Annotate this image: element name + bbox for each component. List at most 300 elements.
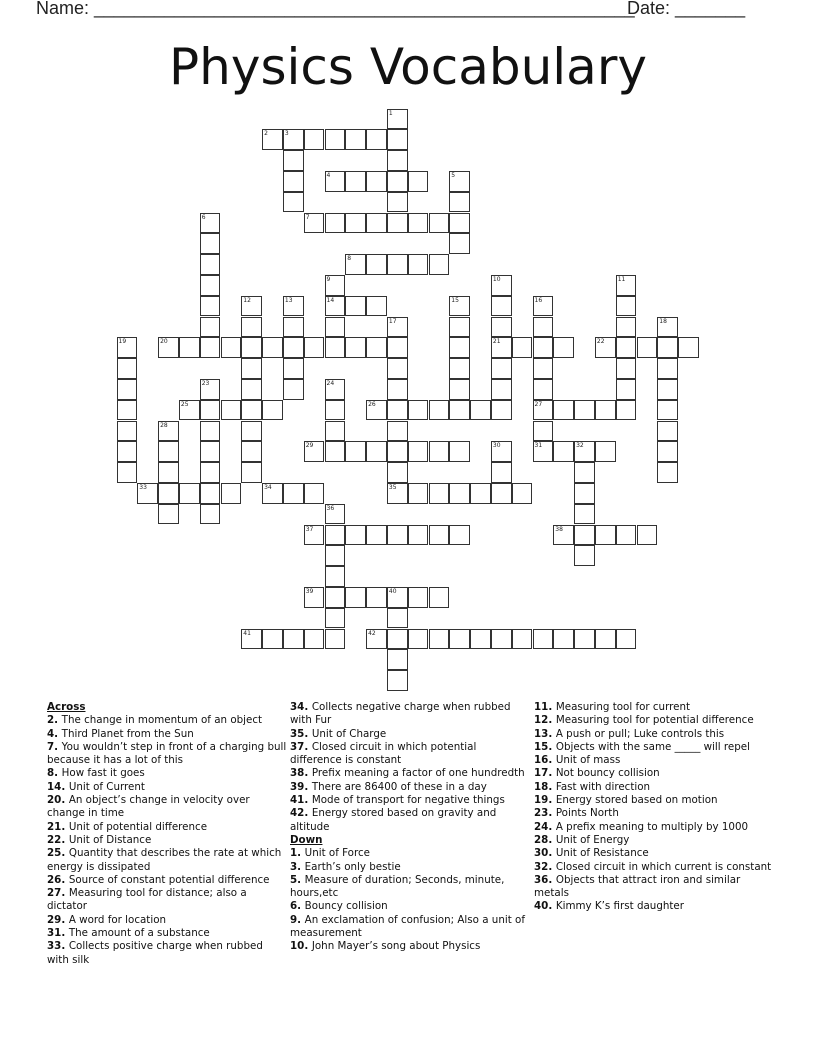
grid-cell[interactable]: [366, 254, 387, 275]
cell-number: 34: [264, 483, 272, 491]
grid-cell[interactable]: [325, 400, 346, 421]
grid-cell[interactable]: [262, 629, 283, 650]
grid-cell[interactable]: [533, 296, 554, 317]
clue-number-dot: .: [61, 794, 69, 807]
grid-cell[interactable]: [387, 379, 408, 400]
grid-cell[interactable]: [241, 441, 262, 462]
grid-cell[interactable]: [429, 254, 450, 275]
grid-cell[interactable]: [325, 296, 346, 317]
grid-cell[interactable]: [241, 629, 262, 650]
grid-cell[interactable]: [678, 337, 699, 358]
clue-item: [534, 701, 774, 714]
grid-cell[interactable]: [283, 192, 304, 213]
grid-cell[interactable]: [387, 213, 408, 234]
grid-cell[interactable]: [449, 337, 470, 358]
grid-cell[interactable]: [491, 379, 512, 400]
clue-text: Fast with direction: [555, 780, 651, 793]
clue-text: Unit of Energy: [555, 833, 630, 846]
grid-cell[interactable]: [657, 358, 678, 379]
grid-cell[interactable]: [387, 587, 408, 608]
grid-cell[interactable]: [533, 629, 554, 650]
grid-cell[interactable]: [200, 462, 221, 483]
grid-cell[interactable]: [449, 171, 470, 192]
grid-cell[interactable]: [200, 213, 221, 234]
grid-cell[interactable]: [491, 337, 512, 358]
clue-item: [290, 781, 530, 794]
grid-cell[interactable]: [387, 421, 408, 442]
grid-cell[interactable]: [325, 608, 346, 629]
grid-cell[interactable]: [553, 629, 574, 650]
grid-cell[interactable]: [262, 400, 283, 421]
grid-cell[interactable]: [553, 337, 574, 358]
grid-cell[interactable]: [366, 400, 387, 421]
grid-cell[interactable]: [491, 275, 512, 296]
grid-cell[interactable]: [304, 337, 325, 358]
date-line[interactable]: _______: [675, 0, 746, 18]
grid-cell[interactable]: [387, 441, 408, 462]
grid-cell[interactable]: [574, 462, 595, 483]
grid-cell[interactable]: [449, 441, 470, 462]
clue-item: [290, 794, 530, 807]
grid-cell[interactable]: [491, 441, 512, 462]
clue-text: Unit of Force: [304, 847, 370, 860]
clue-number: 12: [534, 714, 549, 727]
grid-cell[interactable]: [179, 483, 200, 504]
grid-cell[interactable]: [283, 317, 304, 338]
grid-cell[interactable]: [241, 358, 262, 379]
grid-cell[interactable]: [449, 317, 470, 338]
grid-cell[interactable]: [241, 296, 262, 317]
clue-number-dot: .: [304, 940, 312, 953]
clue-number-dot: .: [61, 780, 69, 793]
grid-cell[interactable]: [283, 358, 304, 379]
grid-cell[interactable]: [117, 337, 138, 358]
grid-cell[interactable]: [366, 587, 387, 608]
grid-cell[interactable]: [533, 441, 554, 462]
grid-cell[interactable]: [325, 379, 346, 400]
grid-cell[interactable]: [449, 400, 470, 421]
grid-cell[interactable]: [345, 213, 366, 234]
clue-number: 18: [534, 780, 549, 793]
grid-cell[interactable]: [408, 213, 429, 234]
grid-cell[interactable]: [533, 337, 554, 358]
grid-cell[interactable]: [200, 400, 221, 421]
grid-cell[interactable]: [387, 608, 408, 629]
cell-number: 15: [451, 296, 459, 304]
grid-cell[interactable]: [387, 525, 408, 546]
grid-cell[interactable]: [449, 483, 470, 504]
clue-number: 37: [290, 740, 305, 753]
grid-cell[interactable]: [616, 275, 637, 296]
grid-cell[interactable]: [470, 629, 491, 650]
grid-cell[interactable]: [553, 441, 574, 462]
grid-cell[interactable]: [387, 317, 408, 338]
grid-cell[interactable]: [616, 317, 637, 338]
clue-number: 15: [534, 740, 549, 753]
grid-cell[interactable]: [387, 483, 408, 504]
grid-cell[interactable]: [387, 129, 408, 150]
grid-cell[interactable]: [429, 629, 450, 650]
grid-cell[interactable]: [449, 629, 470, 650]
grid-cell[interactable]: [158, 421, 179, 442]
grid-cell[interactable]: [304, 629, 325, 650]
clue-number-dot: .: [61, 887, 69, 900]
grid-cell[interactable]: [325, 337, 346, 358]
grid-cell[interactable]: [283, 150, 304, 171]
grid-cell[interactable]: [574, 629, 595, 650]
grid-cell[interactable]: [387, 150, 408, 171]
grid-cell[interactable]: [491, 317, 512, 338]
grid-cell[interactable]: [657, 441, 678, 462]
clue-number-dot: .: [548, 714, 556, 727]
grid-cell[interactable]: [491, 296, 512, 317]
grid-cell[interactable]: [429, 483, 450, 504]
grid-cell[interactable]: [262, 483, 283, 504]
grid-cell[interactable]: [533, 317, 554, 338]
clue-number-dot: .: [548, 833, 556, 846]
clue-item: [290, 807, 530, 834]
grid-cell[interactable]: [366, 171, 387, 192]
clue-number-dot: .: [548, 701, 556, 713]
grid-cell[interactable]: [200, 421, 221, 442]
grid-cell[interactable]: [491, 629, 512, 650]
grid-cell[interactable]: [533, 379, 554, 400]
grid-cell[interactable]: [158, 441, 179, 462]
clue-number-dot: .: [297, 860, 305, 873]
grid-cell[interactable]: [429, 525, 450, 546]
grid-cell[interactable]: [221, 400, 242, 421]
grid-cell[interactable]: [283, 296, 304, 317]
grid-cell[interactable]: [200, 317, 221, 338]
grid-cell[interactable]: [553, 400, 574, 421]
grid-cell[interactable]: [325, 504, 346, 525]
grid-cell[interactable]: [512, 483, 533, 504]
grid-cell[interactable]: [262, 129, 283, 150]
grid-cell[interactable]: [408, 441, 429, 462]
grid-cell[interactable]: [179, 400, 200, 421]
grid-cell[interactable]: [283, 337, 304, 358]
grid-cell[interactable]: [491, 462, 512, 483]
clue-number: 32: [534, 860, 549, 873]
grid-cell[interactable]: [325, 421, 346, 442]
clue-item: [290, 728, 530, 741]
grid-cell[interactable]: [200, 483, 221, 504]
clue-item: [534, 900, 774, 913]
grid-cell[interactable]: [533, 421, 554, 442]
clue-number-dot: .: [548, 860, 556, 873]
grid-cell[interactable]: [366, 337, 387, 358]
grid-cell[interactable]: [449, 233, 470, 254]
grid-cell[interactable]: [595, 525, 616, 546]
grid-cell[interactable]: [325, 587, 346, 608]
grid-cell[interactable]: [221, 483, 242, 504]
grid-cell[interactable]: [657, 462, 678, 483]
cell-number: 2: [264, 130, 268, 138]
clue-number: 31: [47, 927, 62, 940]
grid-cell[interactable]: [387, 462, 408, 483]
grid-cell[interactable]: [574, 441, 595, 462]
grid-cell[interactable]: [117, 421, 138, 442]
grid-cell[interactable]: [616, 525, 637, 546]
grid-cell[interactable]: [408, 587, 429, 608]
grid-cell[interactable]: [574, 504, 595, 525]
grid-cell[interactable]: [387, 400, 408, 421]
grid-cell[interactable]: [387, 670, 408, 691]
cell-number: 38: [555, 525, 563, 533]
grid-cell[interactable]: [387, 649, 408, 670]
grid-cell[interactable]: [574, 400, 595, 421]
grid-cell[interactable]: [325, 525, 346, 546]
cell-number: 41: [243, 629, 251, 637]
grid-cell[interactable]: [200, 233, 221, 254]
grid-cell[interactable]: [158, 462, 179, 483]
grid-cell[interactable]: [574, 545, 595, 566]
grid-cell[interactable]: [657, 317, 678, 338]
clue-column-3: [534, 701, 774, 914]
grid-cell[interactable]: [283, 129, 304, 150]
clue-number: 34: [290, 701, 305, 713]
clue-number-dot: .: [61, 820, 69, 833]
grid-cell[interactable]: [616, 358, 637, 379]
grid-cell[interactable]: [304, 213, 325, 234]
grid-cell[interactable]: [449, 192, 470, 213]
cell-number: 20: [160, 338, 168, 346]
grid-cell[interactable]: [304, 129, 325, 150]
grid-cell[interactable]: [470, 483, 491, 504]
grid-cell[interactable]: [449, 525, 470, 546]
grid-cell[interactable]: [429, 441, 450, 462]
grid-cell[interactable]: [179, 337, 200, 358]
grid-cell[interactable]: [200, 504, 221, 525]
grid-cell[interactable]: [366, 213, 387, 234]
clue-text: Quantity that describes the rate at which energy is dissipated: [47, 847, 282, 873]
grid-cell[interactable]: [470, 400, 491, 421]
grid-cell[interactable]: [241, 379, 262, 400]
clue-number-dot: .: [304, 727, 312, 740]
cell-number: 39: [305, 587, 314, 595]
grid-cell[interactable]: [616, 400, 637, 421]
grid-cell[interactable]: [637, 337, 658, 358]
clue-item: [290, 874, 530, 901]
grid-cell[interactable]: [574, 525, 595, 546]
grid-cell[interactable]: [429, 213, 450, 234]
grid-cell[interactable]: [366, 629, 387, 650]
grid-cell[interactable]: [637, 525, 658, 546]
grid-cell[interactable]: [283, 629, 304, 650]
grid-cell[interactable]: [408, 254, 429, 275]
grid-cell[interactable]: [387, 337, 408, 358]
grid-cell[interactable]: [616, 337, 637, 358]
clue-number: 39: [290, 780, 305, 793]
grid-cell[interactable]: [595, 400, 616, 421]
clue-number-dot: .: [54, 767, 62, 780]
grid-cell[interactable]: [512, 337, 533, 358]
grid-cell[interactable]: [325, 545, 346, 566]
grid-cell[interactable]: [325, 213, 346, 234]
grid-cell[interactable]: [595, 629, 616, 650]
cell-number: 10: [492, 275, 501, 283]
name-line[interactable]: ______________________________________________________: [94, 0, 635, 18]
clue-item: [290, 701, 530, 728]
grid-cell[interactable]: [158, 337, 179, 358]
grid-cell[interactable]: [408, 525, 429, 546]
grid-cell[interactable]: [616, 296, 637, 317]
grid-cell[interactable]: [304, 483, 325, 504]
grid-cell[interactable]: [325, 171, 346, 192]
grid-cell[interactable]: [449, 213, 470, 234]
clue-number-dot: .: [54, 740, 62, 753]
grid-cell[interactable]: [158, 483, 179, 504]
clue-item: [534, 741, 774, 754]
clue-number-dot: .: [548, 740, 556, 753]
grid-cell[interactable]: [387, 254, 408, 275]
clue-text: Unit of Current: [68, 780, 145, 793]
grid-cell[interactable]: [117, 441, 138, 462]
cell-number: 14: [326, 296, 335, 304]
grid-cell[interactable]: [200, 254, 221, 275]
grid-cell[interactable]: [345, 337, 366, 358]
grid-cell[interactable]: [553, 525, 574, 546]
grid-cell[interactable]: [117, 462, 138, 483]
cell-number: 31: [534, 442, 543, 450]
grid-cell[interactable]: [449, 379, 470, 400]
cell-number: 19: [118, 338, 127, 346]
clue-number: 21: [47, 820, 62, 833]
grid-cell[interactable]: [449, 358, 470, 379]
grid-cell[interactable]: [574, 483, 595, 504]
grid-cell[interactable]: [345, 129, 366, 150]
grid-cell[interactable]: [387, 629, 408, 650]
grid-cell[interactable]: [345, 254, 366, 275]
grid-cell[interactable]: [345, 296, 366, 317]
grid-cell[interactable]: [491, 358, 512, 379]
grid-cell[interactable]: [408, 629, 429, 650]
grid-cell[interactable]: [533, 400, 554, 421]
clue-number: 13: [534, 727, 549, 740]
clue-item: [47, 794, 287, 821]
grid-cell[interactable]: [491, 400, 512, 421]
grid-cell[interactable]: [657, 400, 678, 421]
clue-number-dot: .: [297, 913, 305, 926]
clue-item: [47, 847, 287, 874]
grid-cell[interactable]: [325, 129, 346, 150]
grid-cell[interactable]: [366, 441, 387, 462]
grid-cell[interactable]: [657, 379, 678, 400]
grid-cell[interactable]: [387, 109, 408, 130]
grid-cell[interactable]: [325, 629, 346, 650]
grid-cell[interactable]: [304, 587, 325, 608]
cell-number: 42: [368, 629, 376, 637]
grid-cell[interactable]: [304, 525, 325, 546]
clue-text: Energy stored based on motion: [555, 794, 718, 807]
grid-cell[interactable]: [657, 421, 678, 442]
grid-cell[interactable]: [429, 400, 450, 421]
clue-number: 14: [47, 780, 62, 793]
grid-cell[interactable]: [325, 566, 346, 587]
clue-text: Collects negative charge when rubbed with Fur: [290, 701, 511, 727]
grid-cell[interactable]: [241, 317, 262, 338]
grid-cell[interactable]: [657, 337, 678, 358]
grid-cell[interactable]: [408, 400, 429, 421]
grid-cell[interactable]: [200, 296, 221, 317]
grid-cell[interactable]: [449, 296, 470, 317]
clue-text: Energy stored based on gravity and altitude: [290, 807, 497, 833]
grid-cell[interactable]: [325, 317, 346, 338]
grid-cell[interactable]: [366, 525, 387, 546]
clue-text: Prefix meaning a factor of one hundredth: [311, 767, 525, 780]
grid-cell[interactable]: [616, 629, 637, 650]
grid-cell[interactable]: [117, 400, 138, 421]
grid-cell[interactable]: [241, 421, 262, 442]
clue-text: John Mayer’s song about Physics: [311, 940, 481, 953]
grid-cell[interactable]: [345, 525, 366, 546]
clue-item: [290, 900, 530, 913]
grid-cell[interactable]: [304, 441, 325, 462]
clue-number-dot: .: [548, 847, 556, 860]
grid-cell[interactable]: [491, 483, 512, 504]
clue-number-dot: .: [61, 873, 69, 886]
clue-number-dot: .: [61, 833, 69, 846]
grid-cell[interactable]: [533, 358, 554, 379]
clue-item: [534, 821, 774, 834]
grid-cell[interactable]: [200, 379, 221, 400]
grid-cell[interactable]: [408, 483, 429, 504]
grid-cell[interactable]: [137, 483, 158, 504]
grid-cell[interactable]: [200, 275, 221, 296]
grid-cell[interactable]: [241, 400, 262, 421]
grid-cell[interactable]: [512, 629, 533, 650]
grid-cell[interactable]: [158, 504, 179, 525]
grid-cell[interactable]: [262, 337, 283, 358]
grid-cell[interactable]: [345, 441, 366, 462]
grid-cell[interactable]: [325, 441, 346, 462]
clue-text: Bouncy collision: [304, 900, 388, 913]
grid-cell[interactable]: [241, 337, 262, 358]
cell-number: 16: [534, 296, 543, 304]
grid-cell[interactable]: [283, 379, 304, 400]
clue-text: Earth’s only bestie: [304, 860, 401, 873]
grid-cell[interactable]: [117, 358, 138, 379]
grid-cell[interactable]: [283, 483, 304, 504]
clue-section-heading: Down: [290, 833, 323, 846]
clue-number: 10: [290, 940, 305, 953]
grid-cell[interactable]: [408, 171, 429, 192]
grid-cell[interactable]: [200, 441, 221, 462]
grid-cell[interactable]: [345, 587, 366, 608]
clue-text: Kimmy K’s first daughter: [555, 900, 684, 913]
grid-cell[interactable]: [429, 587, 450, 608]
clue-number: 22: [47, 833, 62, 846]
grid-cell[interactable]: [595, 441, 616, 462]
grid-cell[interactable]: [616, 379, 637, 400]
clue-number-dot: .: [304, 740, 312, 753]
grid-cell[interactable]: [366, 129, 387, 150]
grid-cell[interactable]: [595, 337, 616, 358]
grid-cell[interactable]: [283, 171, 304, 192]
grid-cell[interactable]: [200, 337, 221, 358]
grid-cell[interactable]: [345, 171, 366, 192]
grid-cell[interactable]: [117, 379, 138, 400]
grid-cell[interactable]: [387, 358, 408, 379]
clue-number-dot: .: [548, 767, 556, 780]
grid-cell[interactable]: [325, 275, 346, 296]
grid-cell[interactable]: [241, 462, 262, 483]
clue-item: [290, 741, 530, 768]
grid-cell[interactable]: [387, 171, 408, 192]
grid-cell[interactable]: [221, 337, 242, 358]
grid-cell[interactable]: [387, 192, 408, 213]
grid-cell[interactable]: [366, 296, 387, 317]
